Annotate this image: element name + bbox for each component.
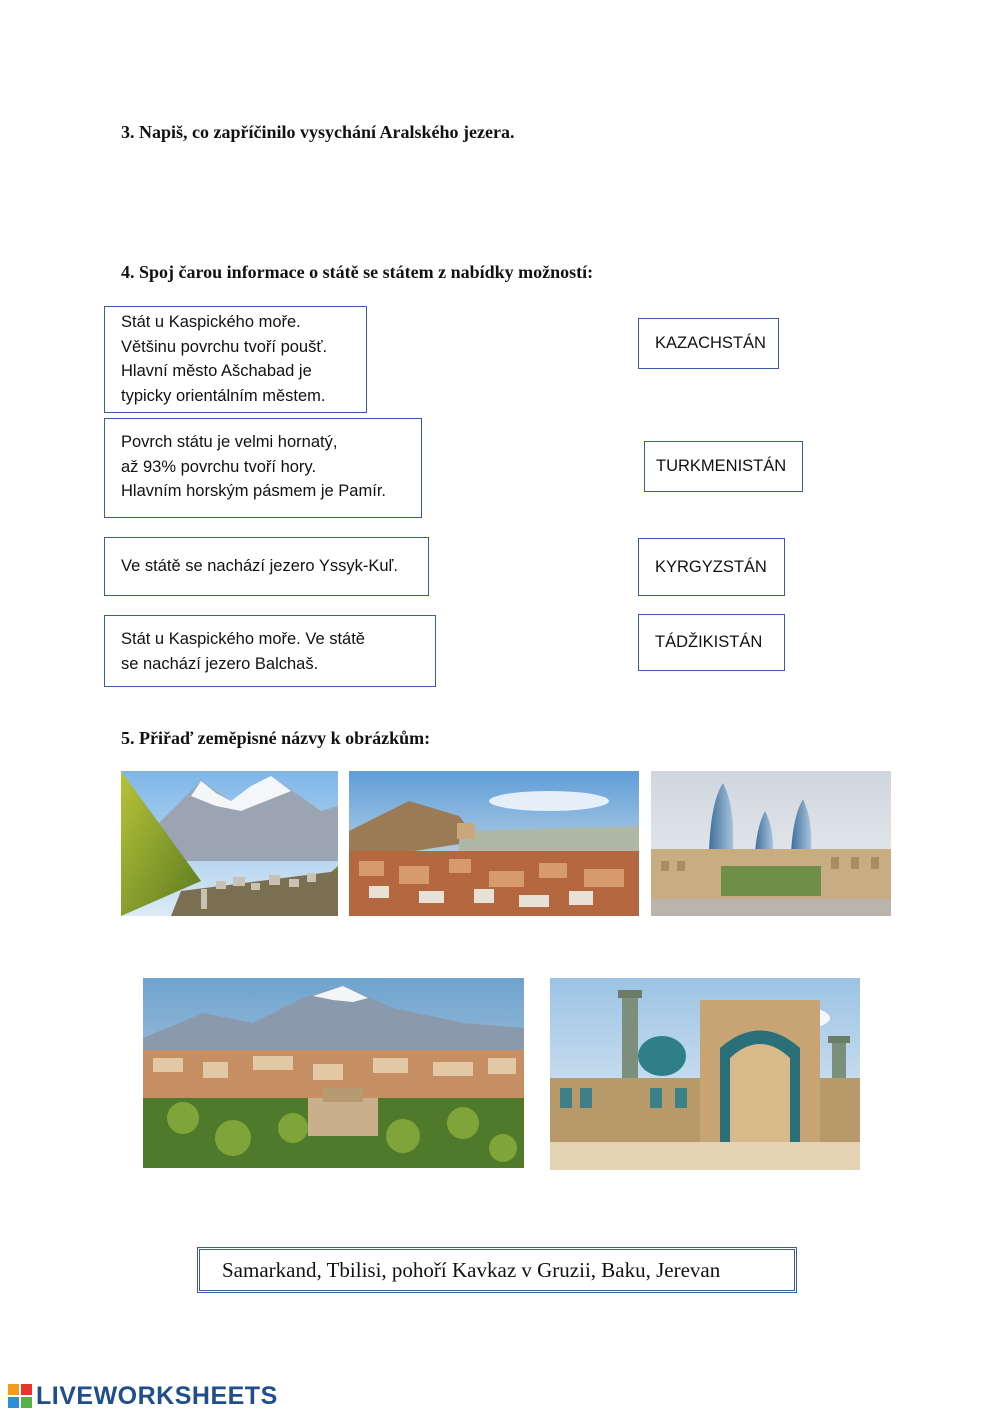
tbilisi-illustration (349, 771, 639, 916)
question-3: 3. Napiš, co zapříčinilo vysychání Aralského jezera. (121, 122, 515, 142)
info-line: Stát u Kaspického moře. Ve státě (121, 630, 365, 648)
baku-illustration (651, 771, 891, 916)
mountain-village-photo[interactable] (121, 771, 338, 916)
question-5: 5. Přiřaď zeměpisné názvy k obrázkům: (121, 728, 431, 748)
yerevan-illustration (143, 978, 524, 1168)
logo-text: LIVEWORKSHEETS (36, 1381, 278, 1410)
answer-options-box: Samarkand, Tbilisi, pohoří Kavkaz v Gruzii, Baku, Jerevan (197, 1247, 797, 1293)
yerevan-ararat-photo[interactable] (143, 978, 524, 1168)
logo-squares-icon (8, 1384, 32, 1408)
info-box-2[interactable] (104, 418, 422, 518)
samarkand-illustration (550, 978, 860, 1170)
state-box-tadzikistan[interactable]: TÁDŽIKISTÁN (638, 614, 785, 671)
info-box-1[interactable] (104, 306, 367, 413)
info-line: Povrch státu je velmi hornatý, (121, 433, 338, 451)
info-line: se nachází jezero Balchaš. (121, 654, 319, 673)
info-line: až 93% povrchu tvoří hory. (121, 457, 317, 476)
info-line: Hlavní město Ašchabad je (121, 362, 312, 380)
state-box-kazachstan[interactable]: KAZACHSTÁN (638, 318, 779, 369)
info-line: Stát u Kaspického moře. (121, 313, 301, 331)
state-box-turkmenistan[interactable]: TURKMENISTÁN (644, 441, 803, 492)
info-box-4[interactable] (104, 615, 436, 687)
info-box-3[interactable] (104, 537, 429, 596)
mountain-village-illustration (121, 771, 338, 916)
tbilisi-city-photo[interactable] (349, 771, 639, 916)
question-4: 4. Spoj čarou informace o státě se státem z nabídky možností: (121, 262, 594, 282)
liveworksheets-logo (8, 1382, 278, 1410)
info-line: typicky orientálním městem. (121, 386, 326, 405)
baku-flame-towers-photo[interactable] (651, 771, 891, 916)
info-line: Ve státě se nachází jezero Yssyk-Kuľ. (121, 557, 398, 575)
info-line: Většinu povrchu tvoří poušť. (121, 337, 328, 356)
info-line: Hlavním horským pásmem je Pamír. (121, 482, 386, 500)
samarkand-madrasa-photo[interactable] (550, 978, 860, 1170)
state-box-kyrgyzstan[interactable]: KYRGYZSTÁN (638, 538, 785, 596)
